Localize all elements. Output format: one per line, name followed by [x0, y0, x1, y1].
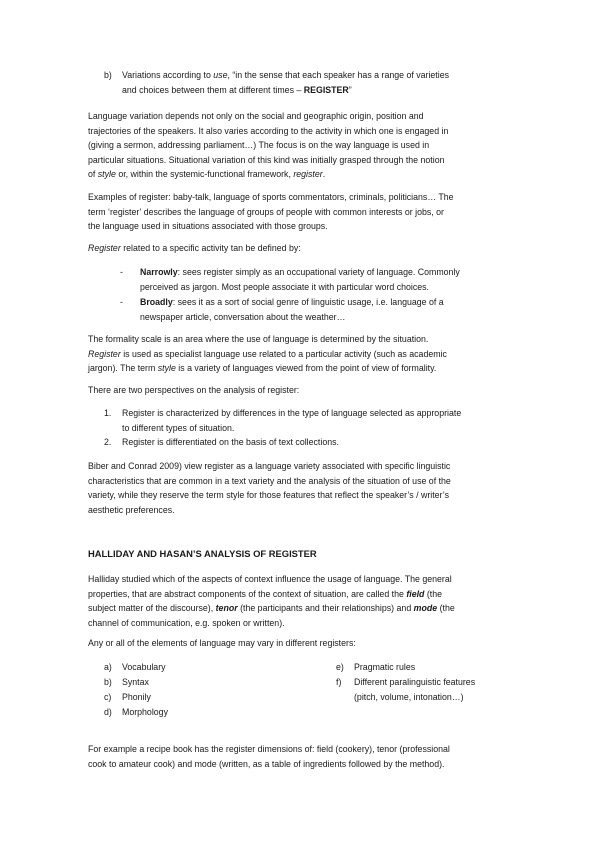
- paragraph-halliday: Halliday studied which of the aspects of context influence the usage of language. The general properties, that are abstract components of the context of situation, are called the field (the subject matter of the discourse), tenor (the participants and their relationships) and mode (the channel of communication, e.g. spoken or written).: [88, 574, 455, 628]
- list-marker: b): [104, 70, 112, 80]
- bullet-broadly: Broadly: sees it as a sort of social genre of linguistic usage, i.e. language of a newspaper article, conversation about the weather…: [140, 297, 444, 322]
- paragraph-variation: Language variation depends not only on the social and geographic origin, position and trajectories of the speakers. It also varies according to the activity in which one is engaged in (giving a sermon, addressing parliament…) The focus is on the way language is used in particular situations. Situational variation of this kind was initially grasped through the notion of style or, within the systemic-functional framework, register.: [88, 111, 449, 180]
- list-marker: d): [104, 707, 112, 717]
- bullet-dash: -: [120, 267, 123, 277]
- item-b-text: Variations according to use, “in the sense that each speaker has a range of varieties and choices between them at different times – REGISTER”: [122, 70, 449, 95]
- list-item: Syntax: [122, 677, 149, 687]
- bullet-dash: -: [120, 297, 123, 307]
- list-item: Pragmatic rules: [354, 662, 416, 672]
- paragraph-defined-by: Register related to a specific activity tan be defined by:: [88, 243, 301, 253]
- list-marker: e): [336, 662, 344, 672]
- numbered-item-2: Register is differentiated on the basis of text collections.: [122, 437, 339, 447]
- paragraph-formality: The formality scale is an area where the use of language is determined by the situation. Register is used as specialist language use related to a particular activity (such as academic jargon). The term style is a variety of languages viewed from the point of view of formality.: [88, 334, 447, 374]
- list-item: Phonily: [122, 692, 151, 702]
- list-marker: c): [104, 692, 112, 702]
- list-item: Morphology: [122, 707, 168, 717]
- paragraph-examples: Examples of register: baby-talk, language of sports commentators, criminals, politicians… The term ‘register’ describes the language of groups of people with common interests or jobs, or the language used in situations associated with those groups.: [88, 192, 454, 232]
- numbered-marker: 1.: [104, 408, 112, 418]
- paragraph-elements: Any or all of the elements of language may vary in different registers:: [88, 638, 356, 648]
- list-item: Different paralinguistic features: [354, 677, 476, 687]
- bullet-narrowly: Narrowly: sees register simply as an occupational variety of language. Commonly perceived as jargon. Most people associate it with particular word choices.: [140, 267, 460, 292]
- list-marker: a): [104, 662, 112, 672]
- list-marker: f): [336, 677, 342, 687]
- list-item-continuation: (pitch, volume, intonation…): [354, 692, 464, 702]
- paragraph-recipe-example: For example a recipe book has the register dimensions of: field (cookery), tenor (professional cook to amateur cook) and mode (written, as a table of ingredients followed by the method).: [88, 744, 450, 769]
- list-item: Vocabulary: [122, 662, 166, 672]
- numbered-item-1: Register is characterized by differences in the type of language selected as appropriate to different types of situation.: [122, 408, 462, 433]
- paragraph-perspectives: There are two perspectives on the analysis of register:: [88, 385, 300, 395]
- section-heading: HALLIDAY AND HASAN’S ANALYSIS OF REGISTER: [88, 548, 317, 559]
- numbered-marker: 2.: [104, 437, 112, 447]
- list-marker: b): [104, 677, 112, 687]
- paragraph-biber-conrad: Biber and Conrad 2009) view register as a language variety associated with specific linguistic characteristics that are common in a text variety and the analysis of the situation of use of the variety, while they reserve the term style for those features that reflect the speaker’s / writer’s aesthetic preferences.: [88, 461, 451, 515]
